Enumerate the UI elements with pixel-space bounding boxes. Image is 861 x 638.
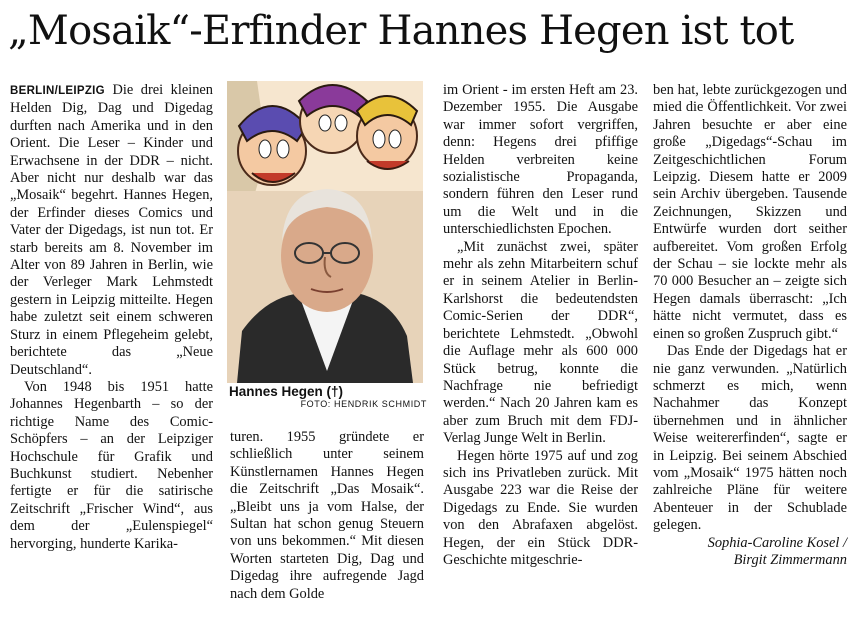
column-1 <box>10 82 213 553</box>
headline: „Mosaik“-Erfinder Hannes Hegen ist tot <box>8 8 794 54</box>
paragraph: turen. 1955 gründete er schließlich unter seinem Künstlernamen Hannes Hegen die Zeitschrift „Das Mosaik“. „Bleibt uns ja vom Halse, der Sultan hat schon genug Steuern von uns bekommen.“ Mit diesen Worten starteten Dig, Dag und Digedag ihre aufregende Jagd nach dem Golde <box>230 429 424 602</box>
column-2 <box>230 429 424 603</box>
paragraph: Hegen hörte 1975 auf und zog sich ins Privatleben zurück. Mit Ausgabe 223 war die Reise der Digedags zu Ende. Sie wurden von den Abrafaxen abgelöst. Hegen, der ein Stück DDR-Geschichte mitgeschrie- <box>443 447 638 568</box>
byline-authors-2: Birgit Zimmermann <box>733 551 847 568</box>
column-3 <box>443 82 638 569</box>
photo-credit: FOTO: HENDRIK SCHMIDT <box>300 399 427 409</box>
paragraph: im Orient - im ersten Heft am 23. Dezember 1955. Die Ausgabe war immer sofort vergriffen, denn: Hegens drei pfiffige Helden verbreiten keine sozialistische Propaganda, sondern führen den Leser rund um die Welt und in die unterschiedlichsten Epochen. <box>443 82 638 238</box>
portrait-photo <box>227 81 423 383</box>
paragraph: Von 1948 bis 1951 hatte Johannes Hegenbarth – so der richtige Name des Comic-Schöpfers – an der Leipziger Hochschule für Grafik und Buchkunst studiert. Nebenher fertigte er für die satirische Zeitschrift „Frischer Wind“, aus dem der „Eulenspiegel“ hervorging, hunderte Karika- <box>10 378 213 552</box>
paragraph <box>10 82 213 379</box>
dateline: BERLIN/LEIPZIG <box>10 85 105 97</box>
paragraph: „Mit zunächst zwei, später mehr als zehn Mitarbeitern schuf er in seinem Atelier in Berlin-Karlshorst die bedeutendsten Comic-Serien der DDR“, berichtete Lehmstedt. „Obwohl die Auflage mehr als 600 000 Stück betrug, konnte die Nachfrage nie befriedigt werden.“ Nach 20 Jahren kam es aber zum Bruch mit dem FDJ-Verlag Junge Welt in Berlin. <box>443 238 638 447</box>
byline-authors-1: Sophia-Caroline Kosel / <box>707 534 847 551</box>
portrait-illustration <box>227 81 423 383</box>
caption-name: Hannes Hegen (†) <box>229 384 344 399</box>
photo-caption <box>229 384 427 410</box>
column-4 <box>653 82 847 569</box>
paragraph: ben hat, lebte zurückgezogen und mied die Öffentlichkeit. Vor zwei Jahren besuchte er aber eine große „Digedags“-Schau im Zeitgeschichtlichen Forum Leipzig. Diesem hatte er 2009 sein Archiv übergeben. Tausende Zeichnungen, Skizzen und Entwürfe wurden dort seither aufbereitet. Vom großen Erfolg der Schau – sie lockte mehr als 70 000 Besucher an – zeigte sich Hegen damals überrascht: „Ich hätte nicht vermutet, dass es einen so großen Zuspruch gibt.“ <box>653 82 847 342</box>
paragraph: Das Ende der Digedags hat er nie ganz verwunden. „Natürlich schmerzt es mich, wenn Nachahmer das Konzept übernehmen und in ähnlicher Weise weitererfinden“, sagte er in Leipzig. Bei seinem Abschied vom „Mosaik“ 1975 hätten noch zahlreiche Pläne für weitere Abenteuer in der Schublade gelegen. <box>653 343 847 534</box>
paragraph-text: Die drei kleinen Helden Dig, Dag und Digedag durften nach Amerika und in den Orient. Die Leser – Kinder und Erwachsene in der DDR – nicht. Aber nicht nur deshalb war das „Mosaik“ begehrt. Hannes Hegen, der Erfinder dieses Comics und Vater der Digedags, ist nun tot. Er starb bereits am 8. November im Alter von 89 Jahren in Berlin, wie der Verleger Mark Lehmstedt gestern in Leipzig mitteilte. Hegen habe zuletzt seit einem schweren Sturz in einem Pflegeheim gelebt, berichtete das „Neue Deutschland“. <box>10 82 213 378</box>
